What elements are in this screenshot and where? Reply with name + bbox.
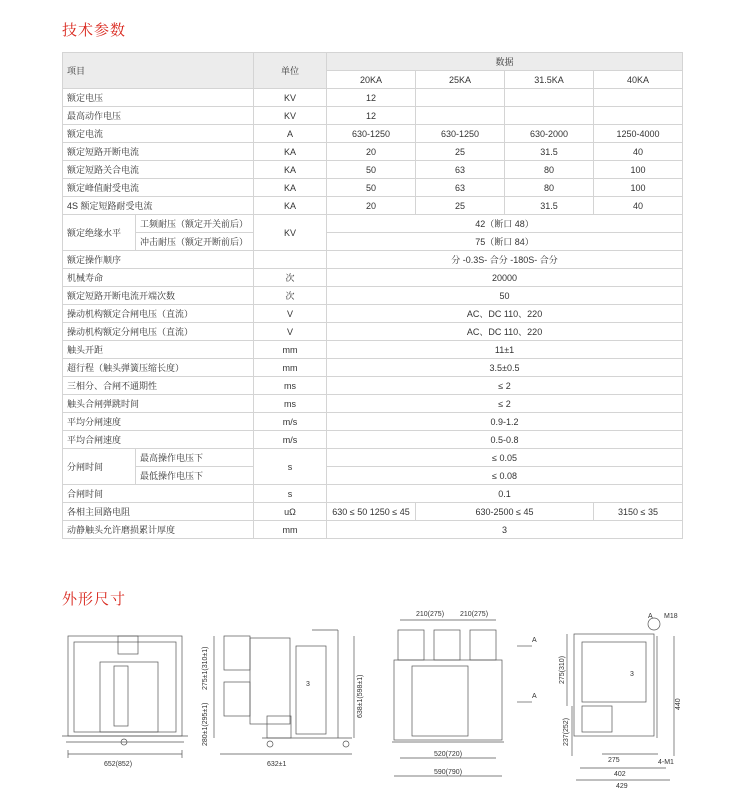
row-unit: 次 (254, 287, 327, 305)
header-20ka: 20KA (327, 71, 416, 89)
table-row (63, 89, 683, 107)
drawings-svg (62, 606, 682, 792)
row-item: 额定峰值耐受电流 (63, 179, 254, 197)
insulation-unit: KV (254, 215, 327, 251)
row-item: 三相分、合闸不通期性 (63, 377, 254, 395)
wear-val: 3 (327, 521, 683, 539)
table-row (63, 377, 683, 395)
dimension-drawings (62, 606, 682, 792)
front-width-label: 652(852) (104, 761, 133, 768)
opening-unit: s (254, 449, 327, 485)
profile-detail-label: A (648, 613, 653, 620)
header-data: 数据 (327, 53, 683, 71)
table-row (63, 431, 683, 449)
row-unit: KA (254, 197, 327, 215)
row-value: 50 (327, 161, 416, 179)
insulation-val1: 42（断口 48） (327, 215, 683, 233)
insulation-sub1: 工频耐压（额定开关前后） (136, 215, 254, 233)
row-value (416, 89, 505, 107)
row-item: 平均合闸速度 (63, 431, 254, 449)
row-value: 12 (327, 89, 416, 107)
row-unit: A (254, 125, 327, 143)
side-part-label: 3 (306, 681, 310, 688)
row-value: 50 (327, 179, 416, 197)
resistance-v2: 630-2500 ≤ 45 (416, 503, 594, 521)
poles-w2-label: 590(790) (434, 769, 463, 776)
spec-table (62, 52, 683, 539)
table-row (63, 251, 683, 269)
header-40ka: 40KA (594, 71, 683, 89)
row-value: 20000 (327, 269, 683, 287)
row-item: 额定短路关合电流 (63, 161, 254, 179)
row-value (594, 107, 683, 125)
poles-w1-label: 520(720) (434, 751, 463, 758)
table-row (63, 341, 683, 359)
row-unit: KV (254, 89, 327, 107)
row-value (505, 89, 594, 107)
profile-w3-label: 429 (616, 783, 628, 790)
row-value: 分 -0.3S- 合分 -180S- 合分 (327, 251, 683, 269)
opening-val2: ≤ 0.08 (327, 467, 683, 485)
row-value: AC、DC 110、220 (327, 323, 683, 341)
row-value: 80 (505, 179, 594, 197)
table-row (63, 161, 683, 179)
table-row (63, 305, 683, 323)
row-value: 0.1 (327, 485, 683, 503)
row-value (594, 89, 683, 107)
row-unit: ms (254, 395, 327, 413)
profile-h3-label: 440 (675, 698, 682, 710)
row-value: 3.5±0.5 (327, 359, 683, 377)
resistance-v1: 630 ≤ 50 1250 ≤ 45 (327, 503, 416, 521)
row-unit (254, 251, 327, 269)
row-item: 触头开距 (63, 341, 254, 359)
row-item: 平均分闸速度 (63, 413, 254, 431)
side-h2-label: 280±1(295±1) (202, 702, 209, 746)
poles-top2-label: 210(275) (460, 611, 489, 618)
table-row (63, 143, 683, 161)
row-unit: mm (254, 359, 327, 377)
poles-top1-label: 210(275) (416, 611, 445, 618)
insulation-sub2: 冲击耐压（额定开断前后） (136, 233, 254, 251)
table-row (63, 359, 683, 377)
row-item: 操动机构额定分闸电压（直流） (63, 323, 254, 341)
row-item: 额定短路开断电流 (63, 143, 254, 161)
profile-m-label: M18 (664, 613, 678, 620)
row-value: 20 (327, 143, 416, 161)
resistance-v3: 3150 ≤ 35 (594, 503, 683, 521)
row-value: 100 (594, 161, 683, 179)
row-unit: m/s (254, 413, 327, 431)
row-value: 31.5 (505, 197, 594, 215)
row-value: 12 (327, 107, 416, 125)
row-value: 31.5 (505, 143, 594, 161)
profile-w1-label: 275 (608, 757, 620, 764)
profile-h2-label: 237(252) (563, 717, 570, 746)
row-unit: KA (254, 179, 327, 197)
wear-unit: mm (254, 521, 327, 539)
poles-arrow2-label: A (532, 693, 537, 700)
resistance-unit: uΩ (254, 503, 327, 521)
row-value: 80 (505, 161, 594, 179)
table-row (63, 287, 683, 305)
row-item: 操动机构额定合闸电压（直流） (63, 305, 254, 323)
row-value: ≤ 2 (327, 395, 683, 413)
row-value: ≤ 2 (327, 377, 683, 395)
row-item: 合闸时间 (63, 485, 254, 503)
row-value (505, 107, 594, 125)
opening-label: 分闸时间 (63, 449, 136, 485)
row-value: 0.5-0.8 (327, 431, 683, 449)
specs-title: 技术参数 (62, 22, 127, 39)
side-h1-label: 275±1(310±1) (202, 646, 209, 690)
row-value: 630-2000 (505, 125, 594, 143)
row-unit: V (254, 323, 327, 341)
row-value: 63 (416, 179, 505, 197)
row-value: 40 (594, 143, 683, 161)
row-value: AC、DC 110、220 (327, 305, 683, 323)
table-row (63, 413, 683, 431)
row-value: 50 (327, 287, 683, 305)
header-item: 项目 (63, 53, 254, 89)
row-unit: 次 (254, 269, 327, 287)
row-item: 额定操作顺序 (63, 251, 254, 269)
table-row (63, 485, 683, 503)
header-25ka: 25KA (416, 71, 505, 89)
row-value: 630-1250 (327, 125, 416, 143)
row-value: 20 (327, 197, 416, 215)
side-width-label: 632±1 (267, 761, 287, 768)
row-unit: s (254, 485, 327, 503)
row-unit: m/s (254, 431, 327, 449)
row-value: 0.9-1.2 (327, 413, 683, 431)
opening-val1: ≤ 0.05 (327, 449, 683, 467)
row-item: 额定电流 (63, 125, 254, 143)
row-item: 最高动作电压 (63, 107, 254, 125)
table-row (63, 125, 683, 143)
table-row (63, 323, 683, 341)
row-unit: ms (254, 377, 327, 395)
profile-h1-label: 275(310) (559, 655, 566, 684)
table-row (63, 395, 683, 413)
row-item: 额定短路开断电流开端次数 (63, 287, 254, 305)
row-item: 4S 额定短路耐受电流 (63, 197, 254, 215)
row-item: 机械寿命 (63, 269, 254, 287)
row-value: 25 (416, 143, 505, 161)
row-unit: V (254, 305, 327, 323)
row-value: 11±1 (327, 341, 683, 359)
row-value: 25 (416, 197, 505, 215)
row-value: 40 (594, 197, 683, 215)
front-view-drawing (62, 636, 188, 768)
row-value: 1250-4000 (594, 125, 683, 143)
header-unit: 单位 (254, 53, 327, 89)
opening-sub1: 最高操作电压下 (136, 449, 254, 467)
row-item: 触头合闸弹跳时间 (63, 395, 254, 413)
opening-sub2: 最低操作电压下 (136, 467, 254, 485)
profile-w2-label: 402 (614, 771, 626, 778)
table-row (63, 269, 683, 287)
profile-holes-label: 4-M1 (658, 759, 674, 766)
row-value (416, 107, 505, 125)
poles-arrow1-label: A (532, 637, 537, 644)
insulation-label: 额定绝缘水平 (63, 215, 136, 251)
side-profile-drawing (559, 613, 682, 790)
row-unit: KV (254, 107, 327, 125)
row-value: 63 (416, 161, 505, 179)
side-view-drawing (202, 630, 364, 768)
row-unit: KA (254, 161, 327, 179)
resistance-label: 各相主回路电阻 (63, 503, 254, 521)
header-31-5ka: 31.5KA (505, 71, 594, 89)
profile-part-label: 3 (630, 671, 634, 678)
wear-label: 动静触头允许磨损累计厚度 (63, 521, 254, 539)
row-value: 630-1250 (416, 125, 505, 143)
row-unit: KA (254, 143, 327, 161)
insulation-val2: 75（断口 84） (327, 233, 683, 251)
side-h3-label: 638±1(598±1) (357, 674, 364, 718)
row-unit: mm (254, 341, 327, 359)
row-item: 额定电压 (63, 89, 254, 107)
table-row (63, 107, 683, 125)
row-item: 超行程（触头弹簧压缩长度） (63, 359, 254, 377)
row-value: 100 (594, 179, 683, 197)
front-poles-drawing (392, 611, 537, 776)
dims-title: 外形尺寸 (62, 591, 127, 608)
table-row (63, 197, 683, 215)
table-row (63, 179, 683, 197)
